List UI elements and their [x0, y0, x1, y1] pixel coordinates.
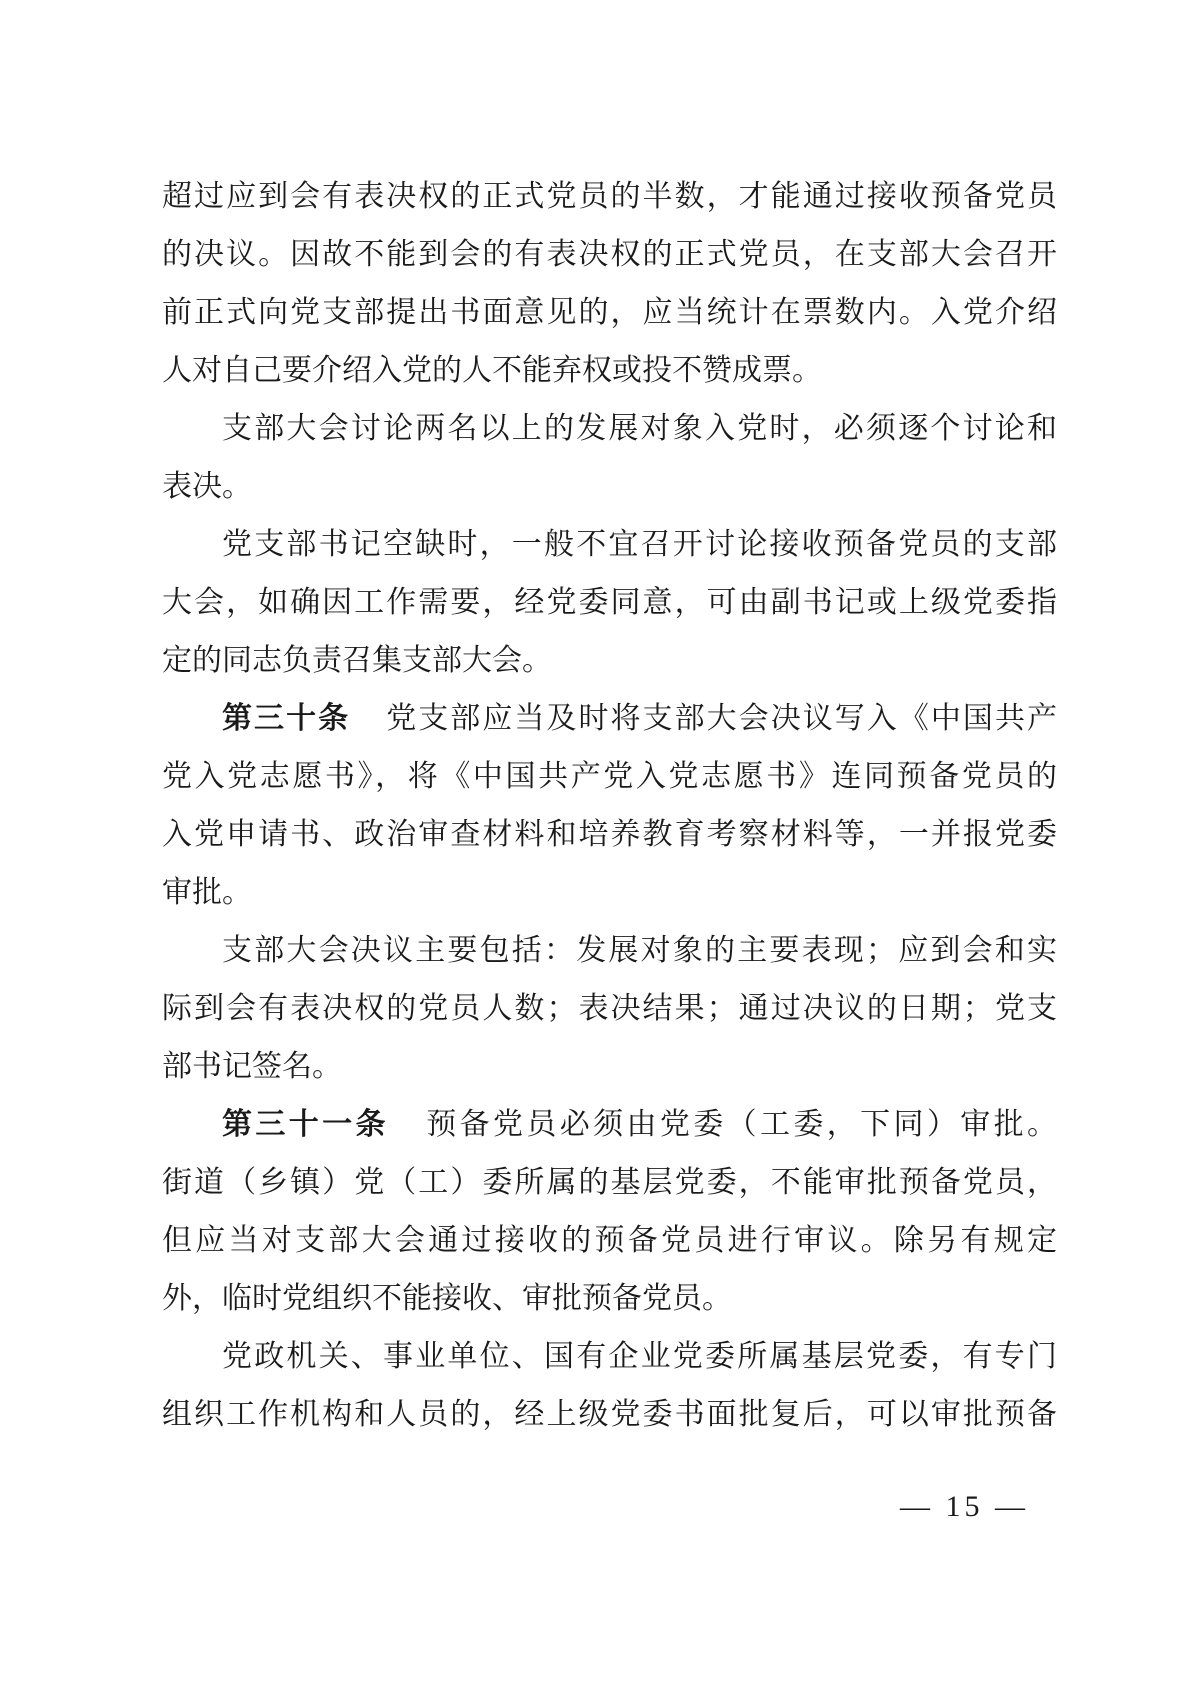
text-line: 部书记签名。 [162, 1049, 342, 1084]
text-line: 审批。 [162, 875, 252, 910]
text-line: 人对自己要介绍入党的人不能弃权或投不赞成票。 [162, 353, 822, 388]
article-30-text: 党支部应当及时将支部大会决议写入《中国共产 [384, 701, 1058, 736]
text-line: 的决议。因故不能到会的有表决权的正式党员，在支部大会召开 [162, 237, 1057, 272]
text-line: 党支部书记空缺时，一般不宜召开讨论接收预备党员的支部 [222, 527, 1057, 562]
text-line: 表决。 [162, 469, 252, 504]
article-31-text: 预备党员必须由党委（工委，下同）审批。 [422, 1107, 1057, 1142]
text-line: 超过应到会有表决权的正式党员的半数，才能通过接收预备党员 [162, 179, 1057, 214]
text-line: 组织工作机构和人员的，经上级党委书面批复后，可以审批预备 [162, 1397, 1057, 1432]
text-line: 支部大会讨论两名以上的发展对象入党时，必须逐个讨论和 [222, 411, 1057, 446]
text-line: 党政机关、事业单位、国有企业党委所属基层党委，有专门 [222, 1339, 1057, 1374]
article-30-heading: 第三十条 [222, 701, 351, 736]
text-line: 党入党志愿书》，将《中国共产党入党志愿书》连同预备党员的 [162, 759, 1057, 794]
text-line: 定的同志负责召集支部大会。 [162, 643, 552, 678]
text-line: 街道（乡镇）党（工）委所属的基层党委，不能审批预备党员， [162, 1165, 1057, 1200]
text-line: 前正式向党支部提出书面意见的，应当统计在票数内。入党介绍 [162, 295, 1057, 330]
article-31-line [162, 1096, 1057, 1154]
body-text [162, 168, 1057, 1444]
page-number: — 15 — [900, 1490, 1029, 1523]
text-line: 支部大会决议主要包括：发展对象的主要表现；应到会和实 [222, 933, 1057, 968]
text-line: 入党申请书、政治审查材料和培养教育考察材料等，一并报党委 [162, 817, 1057, 852]
text-line: 际到会有表决权的党员人数；表决结果；通过决议的日期；党支 [162, 991, 1057, 1026]
article-30-line [162, 690, 1057, 748]
text-line: 外，临时党组织不能接收、审批预备党员。 [162, 1281, 732, 1316]
article-31-heading: 第三十一条 [222, 1107, 389, 1142]
text-line: 大会，如确因工作需要，经党委同意，可由副书记或上级党委指 [162, 585, 1057, 620]
text-line: 但应当对支部大会通过接收的预备党员进行审议。除另有规定 [162, 1223, 1057, 1258]
